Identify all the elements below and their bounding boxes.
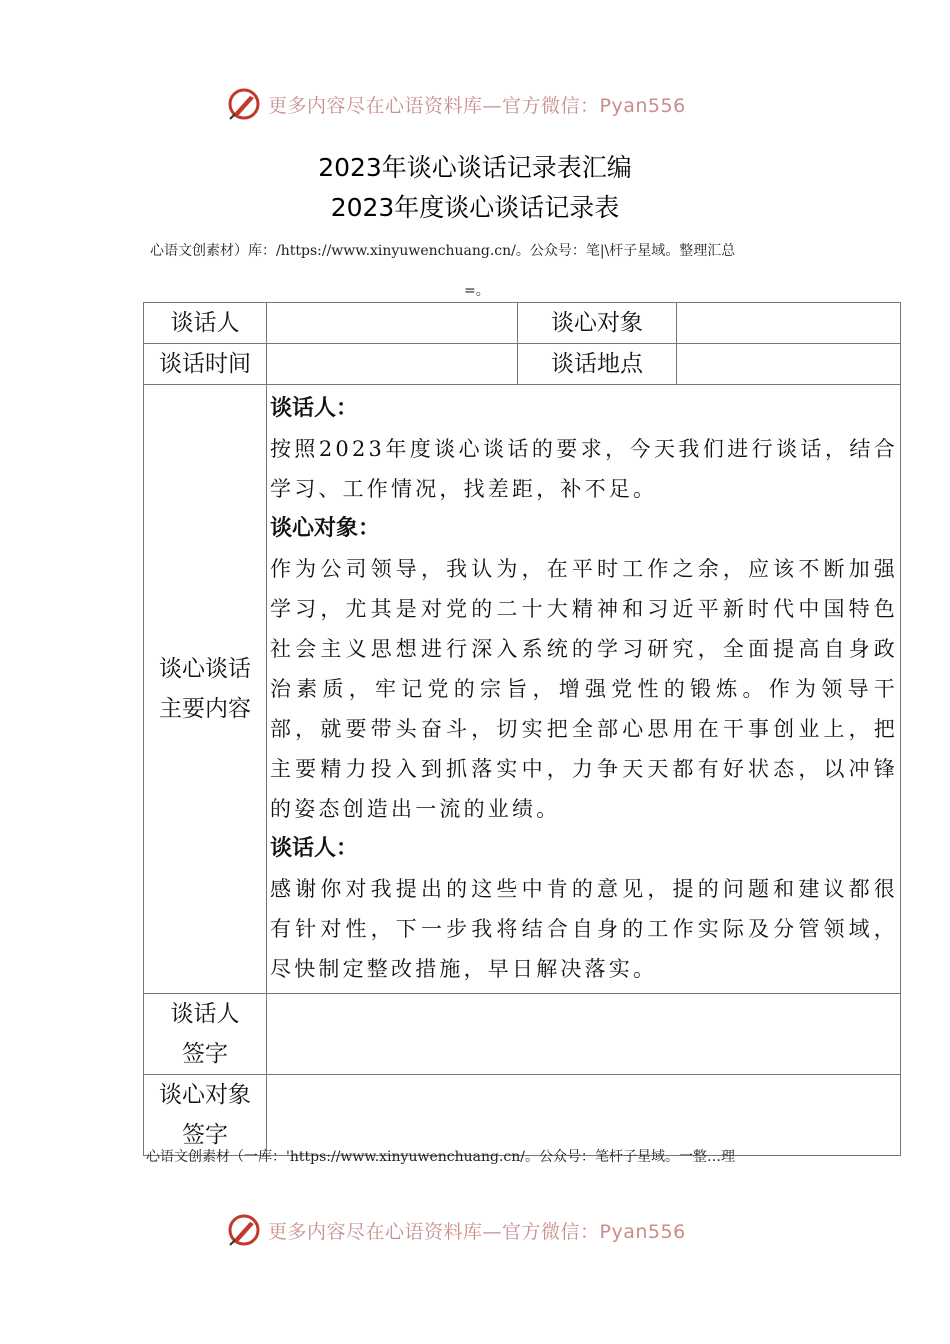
content-body[interactable] [267,385,901,994]
banner-label: 更多内容尽在心语资料库—官方微信： [268,94,600,117]
target-signature-field[interactable] [267,1075,901,1156]
speaker-talker: 谈话人： [270,836,359,861]
target-value[interactable] [677,303,901,344]
content-label-line1: 谈心谈话 [159,656,251,682]
talk-record-table [143,302,901,1156]
source-note-bottom: 心语文创素材（一库：'https://www.xinyuwenchuang.cn/。公众号：笔杆子星域。一整…理 [146,1149,735,1165]
banner-handle: Pyan556 [599,1220,686,1243]
page-subtitle: 2023年度谈心谈话记录表 [330,193,620,222]
speaker-talker: 谈话人： [270,396,359,421]
content-paragraph: 作为公司领导，我认为，在平时工作之余，应该不断加强学习，尤其是对党的二十大精神和习近平新时代中国特色社会主义思想进行深入系统的学习研究，全面提高自身政治素质，牢记党的宗旨，增强党性的锻炼。作为领导干部，就要带头奋斗，切实把全部心思用在干事创业上，把主要精力投入到抓落实中，力争天天都有好状态，以冲锋的姿态创造出一流的业绩。 [270,557,898,821]
talker-signature-field[interactable] [267,994,901,1075]
place-value[interactable] [677,344,901,385]
talker-value[interactable] [267,303,518,344]
target-label: 谈心对象 [518,303,677,344]
content-paragraph: 按照2023年度谈心谈话的要求，今天我们进行谈话，结合学习、工作情况，找差距，补不足。 [270,437,898,501]
target-sign-label [144,1075,267,1156]
banner-label: 更多内容尽在心语资料库—官方微信： [268,1220,600,1243]
footer-banner [226,1210,746,1250]
banner-handle: Pyan556 [599,94,686,117]
content-label [144,385,267,994]
source-note-top: 心语文创素材）库：/https://www.xinyuwenchuang.cn/。公众号：笔|\杆子星域。整理汇总 [150,243,736,259]
target-sign-line2: 签字 [182,1122,228,1148]
talker-sign-label [144,994,267,1075]
table-row [144,303,901,344]
banner-text [268,91,686,118]
page-title: 2023年谈心谈话记录表汇编 [318,153,632,182]
place-label: 谈话地点 [518,344,677,385]
table-row [144,1075,901,1156]
time-value[interactable] [267,344,518,385]
talker-sign-line2: 签字 [182,1041,228,1067]
target-sign-line1: 谈心对象 [159,1082,251,1108]
banner-text [268,1217,686,1244]
content-paragraph: 感谢你对我提出的这些中肯的意见，提的问题和建议都很有针对性，下一步我将结合自身的工作实际及分管领域，尽快制定整改措施，早日解决落实。 [270,877,898,981]
table-row [144,344,901,385]
speaker-target: 谈心对象： [270,516,381,541]
pen-circle-logo-icon [226,1212,262,1248]
pen-circle-logo-icon [226,86,262,122]
content-label-line2: 主要内容 [159,696,251,722]
header-banner [226,84,746,124]
talker-sign-line1: 谈话人 [170,1001,240,1027]
table-row [144,385,901,994]
talker-label: 谈话人 [144,303,267,344]
time-label: 谈话时间 [144,344,267,385]
source-note-top-tail: =。 [464,283,490,299]
table-row [144,994,901,1075]
